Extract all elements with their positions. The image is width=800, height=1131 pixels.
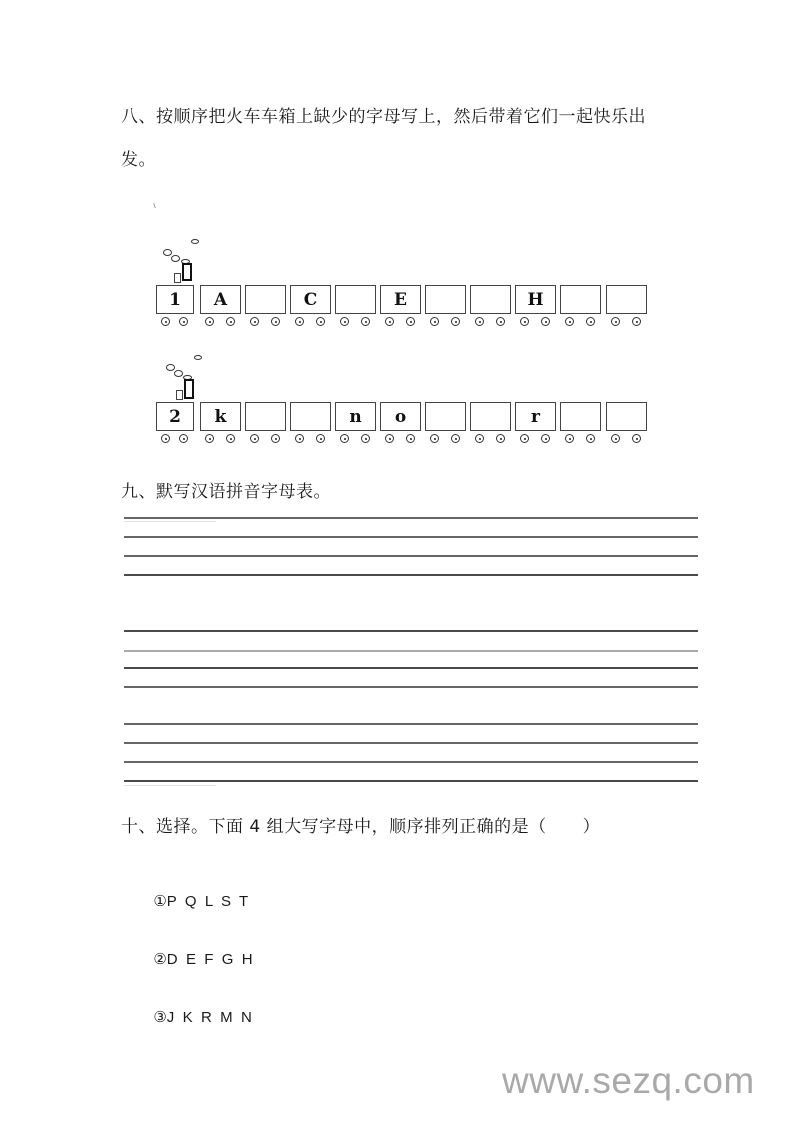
- train-car: k: [200, 402, 241, 431]
- train-car[interactable]: [335, 285, 376, 314]
- smoke-puff-icon: [171, 255, 180, 262]
- smoke-puff-icon: [194, 355, 202, 360]
- train-car[interactable]: [470, 402, 511, 431]
- wheel-icon: [295, 434, 304, 443]
- question-10-title: [121, 819, 600, 836]
- train-car: n: [335, 402, 376, 431]
- wheel-icon: [496, 317, 505, 326]
- train-car: H: [515, 285, 556, 314]
- wheel-icon: [611, 317, 620, 326]
- wheel-icon: [541, 434, 550, 443]
- cab-window-icon: [176, 390, 183, 400]
- wheel-icon: [586, 434, 595, 443]
- option-2: [145, 933, 253, 968]
- wheel-icon: [520, 434, 529, 443]
- smoke-puff-icon: [191, 239, 199, 244]
- watermark: www.sezq.com: [502, 1060, 755, 1101]
- train-car: r: [515, 402, 556, 431]
- writing-line[interactable]: [124, 517, 698, 519]
- train-car: C: [290, 285, 331, 314]
- wheel-icon: [226, 317, 235, 326]
- wheel-icon: [179, 434, 188, 443]
- wheel-icon: [520, 317, 529, 326]
- wheel-icon: [316, 317, 325, 326]
- train-car[interactable]: [606, 285, 647, 314]
- wheel-icon: [475, 317, 484, 326]
- train-car: A: [200, 285, 241, 314]
- wheel-icon: [205, 317, 214, 326]
- smoke-puff-icon: [166, 364, 175, 371]
- wheel-icon: [271, 434, 280, 443]
- question-8-title-line1: 八、按顺序把火车车箱上缺少的字母写上，然后带着它们一起快乐出: [121, 107, 646, 127]
- engine-car: 1: [156, 285, 194, 314]
- wheel-icon: [451, 317, 460, 326]
- wheel-icon: [361, 317, 370, 326]
- wheel-icon: [632, 317, 641, 326]
- writing-line[interactable]: [124, 761, 698, 763]
- writing-line[interactable]: [124, 742, 698, 744]
- smoke-puff-icon: [163, 249, 172, 256]
- train-car[interactable]: [290, 402, 331, 431]
- train-car[interactable]: [245, 402, 286, 431]
- stray-mark: [153, 203, 156, 208]
- writing-line[interactable]: [124, 574, 698, 576]
- chimney-icon: [182, 263, 192, 281]
- train-car[interactable]: [560, 285, 601, 314]
- wheel-icon: [406, 434, 415, 443]
- writing-line[interactable]: [124, 536, 698, 538]
- writing-line[interactable]: [124, 630, 698, 632]
- wheel-icon: [565, 434, 574, 443]
- wheel-icon: [385, 317, 394, 326]
- cab-window-icon: [174, 273, 181, 283]
- option-letters: P Q L S T: [166, 893, 249, 910]
- option-letters: D E F G H: [166, 951, 253, 968]
- train-car: o: [380, 402, 421, 431]
- wheel-icon: [496, 434, 505, 443]
- question-10-close-paren: ）: [582, 817, 601, 837]
- wheel-icon: [611, 434, 620, 443]
- wheel-icon: [161, 434, 170, 443]
- wheel-icon: [632, 434, 641, 443]
- train-car[interactable]: [560, 402, 601, 431]
- option-1: [145, 875, 248, 910]
- question-10-text: 十、选择。下面 4 组大写字母中，顺序排列正确的是（: [121, 817, 547, 837]
- wheel-icon: [541, 317, 550, 326]
- wheel-icon: [271, 317, 280, 326]
- wheel-icon: [586, 317, 595, 326]
- writing-line[interactable]: [124, 667, 698, 669]
- wheel-icon: [316, 434, 325, 443]
- wheel-icon: [406, 317, 415, 326]
- smoke-puff-icon: [174, 370, 183, 377]
- engine-car: 2: [156, 402, 194, 431]
- wheel-icon: [179, 317, 188, 326]
- faint-line: [124, 521, 216, 522]
- writing-line[interactable]: [124, 686, 698, 688]
- train-car[interactable]: [425, 402, 466, 431]
- wheel-icon: [226, 434, 235, 443]
- wheel-icon: [430, 434, 439, 443]
- faint-line: [124, 785, 216, 786]
- wheel-icon: [565, 317, 574, 326]
- chimney-icon: [184, 379, 194, 399]
- train-car: E: [380, 285, 421, 314]
- wheel-icon: [340, 434, 349, 443]
- option-marker: ②: [153, 951, 167, 968]
- wheel-icon: [451, 434, 460, 443]
- writing-line[interactable]: [124, 780, 698, 782]
- question-8-title-line2: 发。: [121, 150, 156, 170]
- writing-line[interactable]: [124, 555, 698, 557]
- wheel-icon: [385, 434, 394, 443]
- wheel-icon: [430, 317, 439, 326]
- option-marker: ①: [153, 893, 167, 910]
- wheel-icon: [250, 317, 259, 326]
- train-car[interactable]: [245, 285, 286, 314]
- option-letters: J K R M N: [166, 1009, 252, 1026]
- option-3: [145, 991, 252, 1026]
- train-car[interactable]: [425, 285, 466, 314]
- wheel-icon: [250, 434, 259, 443]
- question-9-title: 九、默写汉语拼音字母表。: [121, 482, 331, 502]
- wheel-icon: [161, 317, 170, 326]
- wheel-icon: [205, 434, 214, 443]
- wheel-icon: [295, 317, 304, 326]
- wheel-icon: [361, 434, 370, 443]
- wheel-icon: [475, 434, 484, 443]
- writing-line[interactable]: [124, 723, 698, 725]
- writing-line[interactable]: [124, 650, 698, 652]
- wheel-icon: [340, 317, 349, 326]
- train-car[interactable]: [470, 285, 511, 314]
- train-car[interactable]: [606, 402, 647, 431]
- option-marker: ③: [153, 1009, 167, 1026]
